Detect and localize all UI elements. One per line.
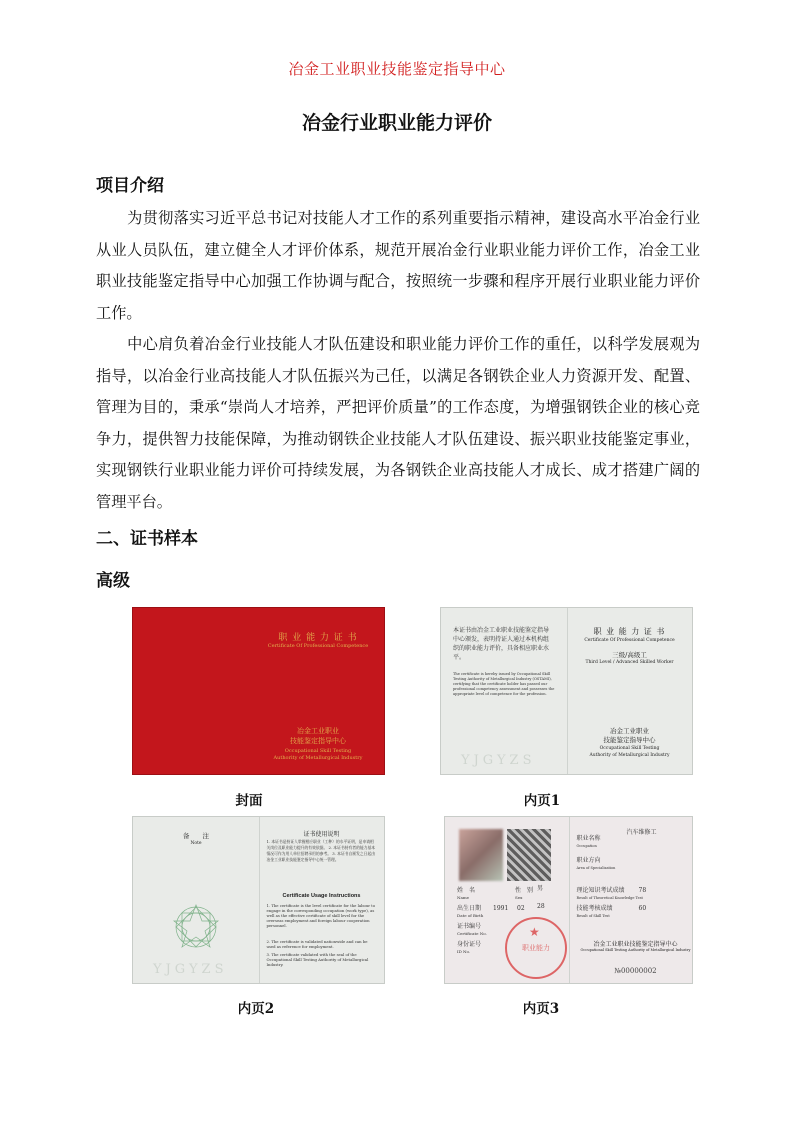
intro-heading: 项目介绍 <box>96 176 164 196</box>
inner2-usage-en-3: 3. The certificate validated with the seal of the Occupational Skill Testing Authority of Metallurgical Industry. <box>266 952 369 967</box>
inner3-birth-day: 28 <box>537 903 545 910</box>
inner3-id-label: 身份证号 <box>457 941 482 948</box>
inner1-level-en: Third Level / Advanced Skilled Worker <box>585 660 674 665</box>
inner1-issuer-en-1: Occupational Skill Testing <box>599 746 660 751</box>
inner3-skill-en: Result of Skill Test <box>576 914 610 918</box>
inner3-occupation-label: 职业名称 <box>576 835 601 842</box>
inner3-skill-label: 技能考核成绩 <box>576 905 613 912</box>
inner3-issuer-en: Occupational Skill Testing Authority of Metallurgical Industry <box>580 948 691 952</box>
inner1-left-cn: 本证书由冶金工业职业技能鉴定指导中心颁发，表明持证人通过本机构组织的职业能力评价，具备相应职业水平。 <box>453 627 550 661</box>
inner1-issuer-cn-1: 冶金工业职业 <box>610 727 649 735</box>
certificate-inner-page-1-image <box>440 607 693 775</box>
cover-issuer-en-2: Authority of Metallurgical Industry <box>273 755 363 761</box>
inner3-sex-en: Sex <box>515 895 523 900</box>
certificate-inner-page-2-image <box>132 816 385 984</box>
inner3-issuer-cn: 冶金工业职业技能鉴定指导中心 <box>593 941 678 948</box>
org-header: 冶金工业职业技能鉴定指导中心 <box>288 60 506 78</box>
inner3-theory-en: Result of Theoretical Knowledge Test <box>576 896 643 900</box>
inner2-usage-en-2: 2. The certificate is validated nationwide and can be used as reference for employment. <box>266 939 368 949</box>
inner3-name-label: 姓 名 <box>457 887 476 894</box>
intro-paragraph-1: 为贯彻落实习近平总书记对技能人才工作的系列重要指示精神，建设高水平冶金行业从业人员队伍，建立健全人才评价体系，规范开展冶金行业职业能力评价工作，冶金工业职业技能鉴定指导中心加强工作协调与配合，按照统一步骤和程序开展行业职业能力评价工作。 <box>96 209 700 322</box>
level-heading: 高级 <box>96 571 130 591</box>
cover-title-en: Certificate Of Professional Competence <box>267 643 369 649</box>
inner2-usage-en: Certificate Usage Instructions <box>282 893 361 899</box>
inner3-specialization-en: Area of Specialization <box>576 866 616 870</box>
inner1-issuer-cn-2: 技能鉴定指导中心 <box>603 736 656 744</box>
inner3-skill-score: 60 <box>638 905 647 912</box>
sample-heading: 二、证书样本 <box>96 529 198 549</box>
inner2-usage-cn-text: 1. 本证书是持证人掌握相应职业（工种）的水平证明，是申请相关岗位及职业能力提升的有效依据。 2. 本证书持有者的能力基本情况可作为用人单位招聘录用的参考。 3. 本证书自颁发之日起由冶金工业职业技能鉴定指导中心统一管理。 <box>266 839 376 862</box>
inner3-birth-label: 出生日期 <box>457 905 482 912</box>
intro-paragraph-2: 中心肩负着冶金行业技能人才队伍建设和职业能力评价工作的重任，以科学发展观为指导，以冶金行业高技能人才队伍振兴为己任，以满足各钢铁企业人力资源开发、配置、管理为目的，秉承“崇尚人才培养，严把评价质量”的工作态度，为增强钢铁企业的核心竞争力，提供智力技能保障，为推动钢铁企业技能人才队伍建设、振兴职业技能鉴定事业，实现钢铁行业职业能力评价可持续发展，为各钢铁企业高技能人才成长、成才搭建广阔的管理平台。 <box>96 335 700 511</box>
inner3-sex-value: 男 <box>537 885 544 892</box>
inner1-left-en: The certificate is hereby issued by Occupational Skill Testing Authority of Metallurgical Industry (OSTAMI), certifying that the certificate holder has passed our professional competency assessment and possesses the appropriate level of competence for the profession. <box>453 672 555 696</box>
guilloche-rosette-icon <box>171 902 221 952</box>
inner2-note-en: Note <box>190 841 202 846</box>
caption-inner2: 内页2 <box>237 1001 275 1017</box>
cover-issuer-en-1: Occupational Skill Testing <box>284 748 352 754</box>
inner3-birth-en: Date of Birth <box>457 913 484 918</box>
certificate-cover-image <box>132 607 385 775</box>
inner1-level-cn: 三级/高级工 <box>612 651 647 659</box>
inner3-birth-year: 1991 <box>493 905 509 912</box>
inner2-note-cn: 备 注 <box>183 832 209 840</box>
inner2-usage-cn: 证书使用说明 <box>303 831 340 838</box>
page-title: 冶金行业职业能力评价 <box>301 112 492 134</box>
cover-title-cn: 职 业 能 力 证 书 <box>278 633 358 643</box>
inner3-occupation-value: 汽车维修工 <box>626 829 657 836</box>
inner3-id-en: ID No. <box>457 949 471 954</box>
inner3-name-en: Name <box>457 895 470 900</box>
inner2-watermark-left: YJGYZS <box>153 962 228 977</box>
official-seal-stamp <box>505 917 567 979</box>
inner1-title-en: Certificate Of Professional Competence <box>584 638 675 643</box>
inner1-watermark-left: YJGYZS <box>461 753 536 768</box>
inner3-sex-label: 性 别 <box>515 887 534 894</box>
seal-text: 职业能力 <box>522 944 550 952</box>
qr-code-icon <box>507 829 551 881</box>
inner3-occupation-en: Occupation <box>576 844 597 848</box>
inner1-title-cn: 职 业 能 力 证 书 <box>593 627 666 636</box>
inner3-cert-en: Certificate No. <box>457 931 487 936</box>
caption-inner3: 内页3 <box>522 1001 560 1017</box>
caption-cover: 封面 <box>235 793 263 809</box>
inner2-usage-en-1: 1. The certificate is the level certificate for the labour to engage in the corresponding occupation (work type), as well as the effective certificate of skill level for the overseas employment and foreign labour cooperation personnel. <box>266 903 376 928</box>
inner3-theory-label: 理论知识考试成绩 <box>576 887 625 894</box>
inner3-birth-month: 02 <box>517 905 525 912</box>
cover-issuer-cn-1: 冶金工业职业 <box>297 727 339 735</box>
cover-issuer-cn-2: 技能鉴定指导中心 <box>290 737 346 745</box>
inner3-serial: №00000002 <box>614 967 657 975</box>
inner3-cert-label: 证书编号 <box>457 923 482 930</box>
certificate-inner-page-3-image <box>444 816 693 984</box>
inner3-specialization-label: 职业方向 <box>576 857 601 864</box>
blurred-photo <box>459 829 503 881</box>
inner3-theory-score: 78 <box>638 887 647 894</box>
caption-inner1: 内页1 <box>523 793 561 809</box>
seal-star-icon: ★ <box>529 925 540 939</box>
inner1-issuer-en-2: Authority of Metallurgical Industry <box>589 753 670 758</box>
